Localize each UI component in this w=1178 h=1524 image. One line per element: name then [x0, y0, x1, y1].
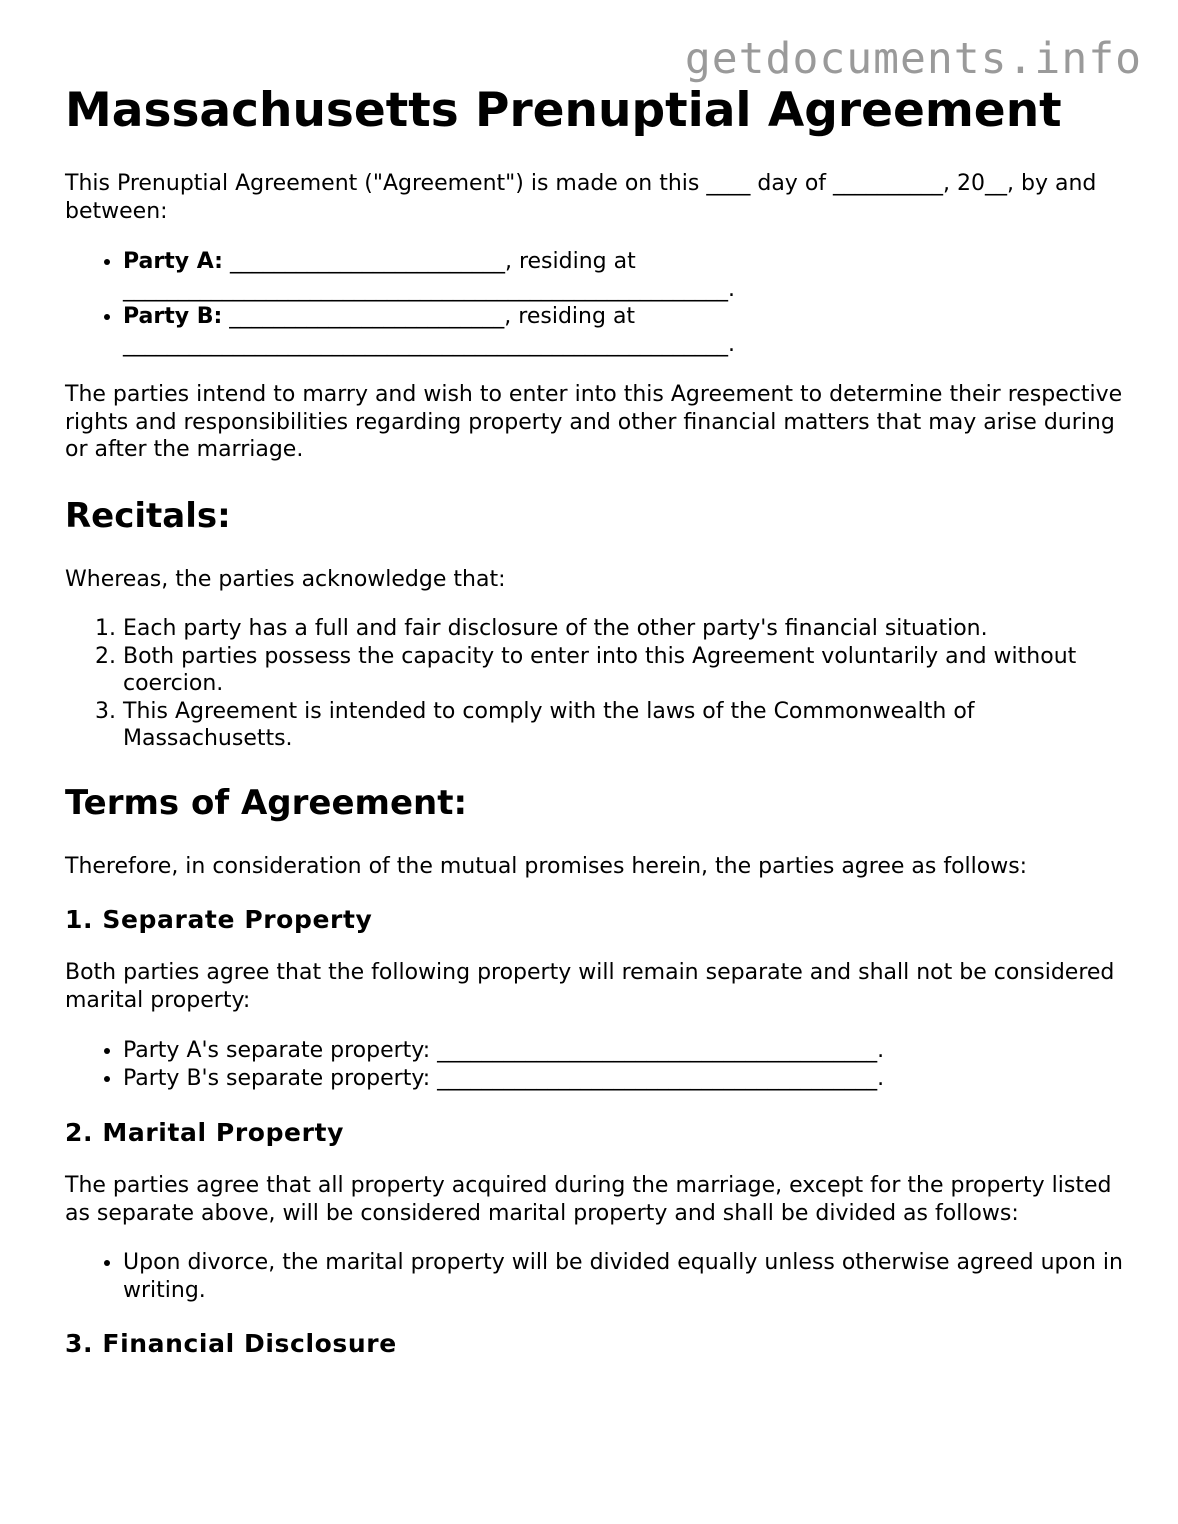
section-2-text: The parties agree that all property acquired during the marriage, except for the property listed as separate above, will be considered marital property and shall be divided as follows: — [65, 1173, 1112, 1226]
section-1-heading: 1. Separate Property — [65, 905, 373, 934]
parties-list — [65, 248, 1125, 358]
recitals-list — [65, 615, 1125, 753]
recitals-lead: Whereas, the parties acknowledge that: — [65, 566, 506, 592]
party-b-label: Party B: — [123, 304, 223, 329]
purpose-paragraph: The parties intend to marry and wish to enter into this Agreement to determine their respective rights and responsibilities regarding property and other financial matters that may arise during or after the marriage. — [65, 382, 1123, 462]
recital-item: 3. This Agreement is intended to comply with the laws of the Commonwealth of Massachusetts. — [123, 698, 1125, 753]
terms-heading: Terms of Agreement: — [65, 782, 468, 823]
separate-property-item: • Party A's separate property: ________________________________________. — [123, 1037, 1125, 1065]
recital-item: 2. Both parties possess the capacity to enter into this Agreement voluntarily and without coercion. — [123, 643, 1125, 698]
party-a-address-blank: _______________________________________________________. — [123, 276, 735, 302]
section-2-heading: 2. Marital Property — [65, 1118, 344, 1147]
document-title: Massachusetts Prenuptial Agreement — [65, 83, 1062, 138]
terms-lead: Therefore, in consideration of the mutual promises herein, the parties agree as follows: — [65, 853, 1028, 879]
party-b-item — [123, 303, 1125, 358]
watermark: getdocuments.info — [684, 34, 1142, 84]
party-b-address-blank: _______________________________________________________. — [123, 331, 735, 357]
party-a-name-blank: _________________________, residing at — [222, 249, 636, 274]
separate-property-list — [65, 1037, 1125, 1092]
section-3-heading: 3. Financial Disclosure — [65, 1329, 397, 1358]
recital-item: 1. Each party has a full and fair disclosure of the other party's financial situation. — [123, 615, 1125, 643]
party-b-name-blank: _________________________, residing at — [222, 304, 636, 329]
marital-property-item: • Upon divorce, the marital property will be divided equally unless otherwise agreed upon in writing. — [123, 1249, 1125, 1304]
section-1-text: Both parties agree that the following property will remain separate and shall not be considered marital property: — [65, 960, 1115, 1013]
recitals-heading: Recitals: — [65, 495, 231, 536]
separate-property-item: • Party B's separate property: ________________________________________. — [123, 1065, 1125, 1093]
document-page — [65, 84, 1125, 1359]
intro-paragraph: This Prenuptial Agreement ("Agreement") is made on this ____ day of __________, 20__, by and between: — [65, 171, 1097, 224]
party-a-label: Party A: — [123, 249, 223, 274]
marital-property-list — [65, 1249, 1125, 1304]
party-a-item — [123, 248, 1125, 303]
